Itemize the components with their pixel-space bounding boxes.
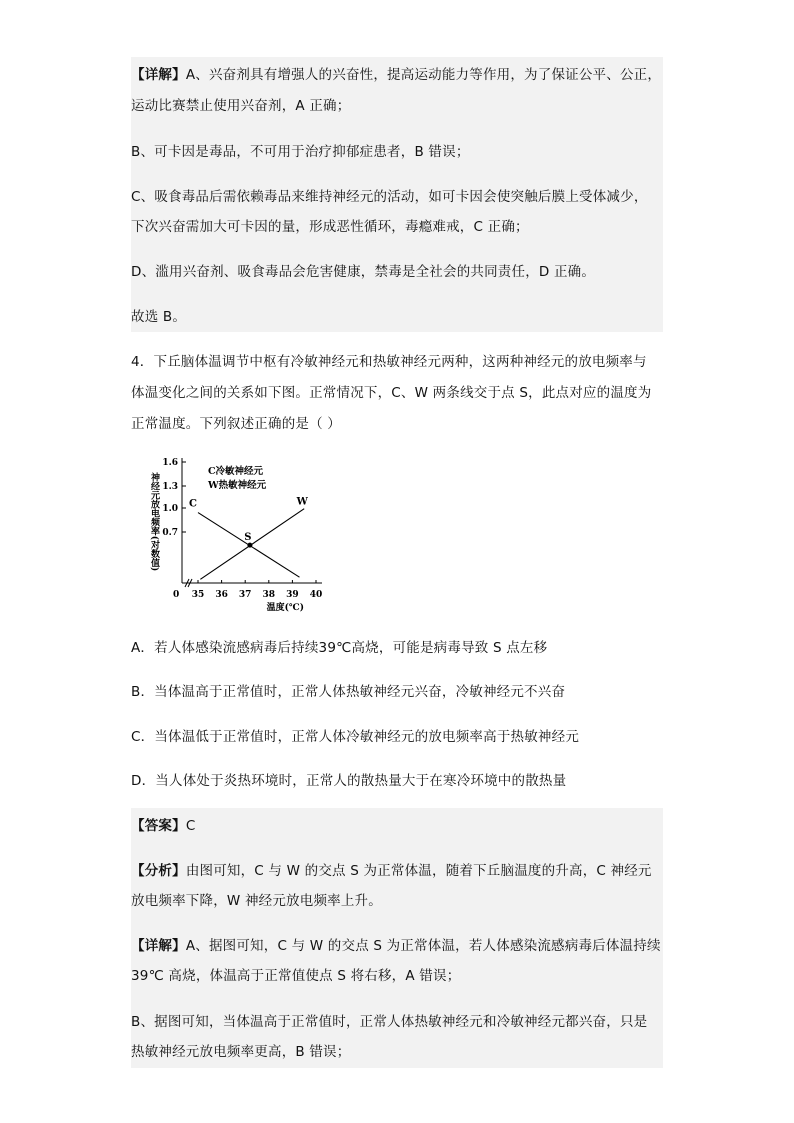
detail1-c2: 下次兴奋需加大可卡因的量，形成恶性循环，毒瘾难戒，C 正确； [131, 219, 529, 235]
detail1-conclusion: 故选 B。 [131, 309, 187, 325]
detail1-line2: 运动比赛禁止使用兴奋剂，A 正确； [131, 98, 351, 114]
detail2-tag: 【详解】 [131, 938, 186, 954]
option-a: A．若人体感染流感病毒后持续39℃高烧，可能是病毒导致 S 点左移 [131, 640, 548, 656]
x-tick-label: 40 [309, 590, 323, 600]
detail2-a1: 【详解】A、据图可知，C 与 W 的交点 S 为正常体温，若人体感染流感病毒后体温持续 [131, 938, 661, 954]
legend-c: C冷敏神经元 [208, 466, 264, 477]
detail1-c1: C、吸食毒品后需依赖毒品来维持神经元的活动，如可卡因会使突触后膜上受体减少， [131, 189, 648, 205]
detail1-line1: 【详解】A、兴奋剂具有增强人的兴奋性，提高运动能力等作用，为了保证公平、公正， [131, 67, 662, 83]
detail-tag: 【详解】 [131, 67, 186, 83]
y-tick-label: 1.3 [162, 482, 178, 492]
x-tick-label: 0 [173, 590, 180, 600]
option-d: D．当人体处于炎热环境时，正常人的散热量大于在寒冷环境中的散热量 [131, 773, 567, 789]
detail2-b2: 热敏神经元放电频率更高，B 错误； [131, 1044, 351, 1060]
legend-w: W热敏神经元 [208, 480, 267, 491]
answer-tag: 【答案】 [131, 818, 186, 834]
analysis-line2: 放电频率下降，W 神经元放电频率上升。 [131, 893, 382, 909]
option-c: C．当体温低于正常值时，正常人体冷敏神经元的放电频率高于热敏神经元 [131, 729, 580, 745]
y-tick-label: 0.7 [162, 528, 178, 538]
y-tick-label: 1.6 [162, 458, 178, 468]
x-tick-label: 35 [191, 590, 205, 600]
answer-value: C [185, 818, 196, 834]
analysis-line1: 【分析】由图可知，C 与 W 的交点 S 为正常体温，随着下丘脑温度的升高，C 神经元 [131, 863, 652, 879]
x-tick-label: 39 [286, 590, 299, 600]
question-line1: 4．下丘脑体温调节中枢有冷敏神经元和热敏神经元两种，这两种神经元的放电频率与 [131, 354, 647, 370]
option-b: B．当体温高于正常值时，正常人体热敏神经元兴奋，冷敏神经元不兴奋 [131, 684, 566, 700]
series-label-c: C [189, 498, 197, 510]
question-line2: 体温变化之间的关系如下图。正常情况下，C、W 两条线交于点 S，此点对应的温度为 [131, 385, 652, 401]
x-tick-label: 36 [215, 590, 228, 600]
intersection-point [247, 543, 252, 548]
question-line3: 正常温度。下列叙述正确的是（ ） [131, 416, 341, 432]
detail1-d: D、滥用兴奋剂、吸食毒品会危害健康，禁毒是全社会的共同责任，D 正确。 [131, 264, 596, 280]
y-tick-label: 1.0 [162, 504, 178, 514]
series-label-w: W [296, 496, 308, 508]
y-axis-label: 神经元放电频率(对数值) [149, 472, 159, 572]
answer-line [131, 818, 195, 834]
x-axis-label: 温度(℃) [266, 603, 304, 613]
x-tick-label: 37 [238, 590, 252, 600]
series-line-w [200, 509, 304, 580]
x-tick-label: 38 [262, 590, 276, 600]
temperature-frequency-chart [140, 450, 340, 620]
detail2-b1: B、据图可知，当体温高于正常值时，正常人体热敏神经元和冷敏神经元都兴奋，只是 [131, 1014, 648, 1030]
analysis-tag: 【分析】 [131, 863, 186, 879]
detail2-a2: 39℃ 高烧，体温高于正常值使点 S 将右移，A 错误； [131, 968, 461, 984]
detail1-b: B、可卡因是毒品，不可用于治疗抑郁症患者，B 错误； [131, 144, 470, 160]
intersection-label: S [244, 532, 252, 544]
